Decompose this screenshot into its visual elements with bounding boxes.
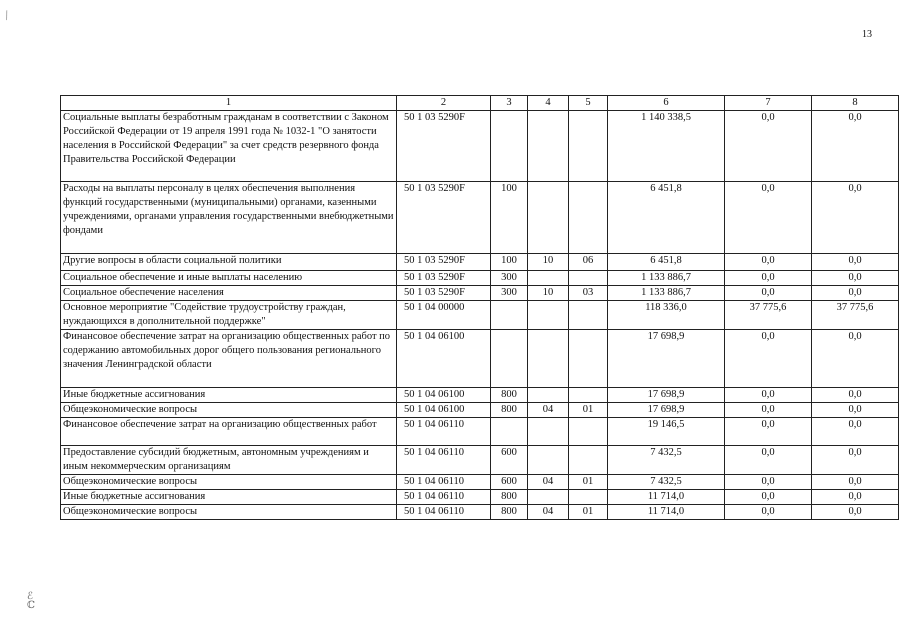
row-value-cell: 0,0 bbox=[725, 271, 812, 286]
row-name-cell: Общеэкономические вопросы bbox=[61, 403, 397, 418]
row-value-cell bbox=[528, 446, 569, 475]
row-value-cell: 50 1 03 5290F bbox=[397, 182, 491, 254]
column-header: 7 bbox=[725, 96, 812, 111]
row-value-cell: 0,0 bbox=[812, 446, 899, 475]
row-value-cell: 01 bbox=[569, 505, 608, 520]
row-value-cell: 19 146,5 bbox=[608, 418, 725, 446]
corner-pencil-mark: ⁄ bbox=[1, 8, 12, 22]
table-row bbox=[61, 301, 899, 330]
row-value-cell: 0,0 bbox=[725, 330, 812, 388]
row-value-cell: 300 bbox=[491, 286, 528, 301]
row-value-cell: 10 bbox=[528, 286, 569, 301]
row-value-cell: 10 bbox=[528, 254, 569, 271]
row-name-cell: Финансовое обеспечение затрат на организацию общественных работ по содержанию автомобильных дорог общего пользования регионального значения Ленинградской области bbox=[61, 330, 397, 388]
row-value-cell bbox=[491, 330, 528, 388]
row-value-cell bbox=[569, 111, 608, 182]
row-value-cell: 100 bbox=[491, 182, 528, 254]
row-value-cell: 06 bbox=[569, 254, 608, 271]
row-value-cell: 04 bbox=[528, 475, 569, 490]
row-value-cell: 04 bbox=[528, 505, 569, 520]
row-value-cell: 0,0 bbox=[725, 446, 812, 475]
row-value-cell: 7 432,5 bbox=[608, 475, 725, 490]
row-value-cell: 37 775,6 bbox=[725, 301, 812, 330]
row-name-cell: Предоставление субсидий бюджетным, автономным учреждениям и иным некоммерческим организациям bbox=[61, 446, 397, 475]
row-value-cell: 0,0 bbox=[725, 182, 812, 254]
row-name-cell: Основное мероприятие "Содействие трудоустройству граждан, нуждающихся в дополнительной поддержке" bbox=[61, 301, 397, 330]
row-value-cell: 50 1 04 06110 bbox=[397, 505, 491, 520]
row-value-cell: 11 714,0 bbox=[608, 490, 725, 505]
row-value-cell: 50 1 04 06110 bbox=[397, 446, 491, 475]
row-name-cell: Иные бюджетные ассигнования bbox=[61, 388, 397, 403]
row-value-cell: 04 bbox=[528, 403, 569, 418]
row-value-cell: 800 bbox=[491, 505, 528, 520]
table-row bbox=[61, 286, 899, 301]
row-value-cell: 0,0 bbox=[812, 254, 899, 271]
row-value-cell: 1 133 886,7 bbox=[608, 271, 725, 286]
row-value-cell: 600 bbox=[491, 475, 528, 490]
row-value-cell: 0,0 bbox=[725, 286, 812, 301]
row-value-cell: 03 bbox=[569, 286, 608, 301]
row-value-cell: 37 775,6 bbox=[812, 301, 899, 330]
row-value-cell: 100 bbox=[491, 254, 528, 271]
row-value-cell bbox=[528, 271, 569, 286]
column-header: 1 bbox=[61, 96, 397, 111]
row-name-cell: Общеэкономические вопросы bbox=[61, 475, 397, 490]
table-row bbox=[61, 505, 899, 520]
row-value-cell: 0,0 bbox=[725, 254, 812, 271]
row-value-cell: 11 714,0 bbox=[608, 505, 725, 520]
row-name-cell: Другие вопросы в области социальной политики bbox=[61, 254, 397, 271]
row-value-cell bbox=[491, 418, 528, 446]
row-value-cell: 300 bbox=[491, 271, 528, 286]
row-value-cell: 17 698,9 bbox=[608, 388, 725, 403]
row-name-cell: Общеэкономические вопросы bbox=[61, 505, 397, 520]
row-value-cell: 0,0 bbox=[725, 418, 812, 446]
row-value-cell: 50 1 03 5290F bbox=[397, 111, 491, 182]
row-value-cell: 0,0 bbox=[812, 505, 899, 520]
row-value-cell: 7 432,5 bbox=[608, 446, 725, 475]
row-value-cell bbox=[569, 446, 608, 475]
row-value-cell bbox=[569, 490, 608, 505]
row-name-cell: Финансовое обеспечение затрат на организацию общественных работ bbox=[61, 418, 397, 446]
row-value-cell bbox=[528, 301, 569, 330]
table-header-row bbox=[61, 96, 899, 111]
row-name-cell: Иные бюджетные ассигнования bbox=[61, 490, 397, 505]
row-value-cell: 0,0 bbox=[812, 182, 899, 254]
row-value-cell: 800 bbox=[491, 403, 528, 418]
table-row bbox=[61, 254, 899, 271]
row-value-cell bbox=[569, 330, 608, 388]
table-row bbox=[61, 418, 899, 446]
table-row bbox=[61, 330, 899, 388]
row-value-cell: 800 bbox=[491, 490, 528, 505]
row-value-cell: 6 451,8 bbox=[608, 182, 725, 254]
row-value-cell: 0,0 bbox=[812, 475, 899, 490]
row-value-cell bbox=[491, 111, 528, 182]
table-row bbox=[61, 446, 899, 475]
row-value-cell: 1 140 338,5 bbox=[608, 111, 725, 182]
row-value-cell bbox=[569, 182, 608, 254]
row-value-cell: 0,0 bbox=[725, 388, 812, 403]
row-value-cell bbox=[528, 418, 569, 446]
column-header: 4 bbox=[528, 96, 569, 111]
margin-mark: ℰ ℂ bbox=[27, 591, 35, 611]
row-value-cell bbox=[528, 490, 569, 505]
row-value-cell: 50 1 04 06100 bbox=[397, 330, 491, 388]
column-header: 5 bbox=[569, 96, 608, 111]
row-value-cell: 01 bbox=[569, 475, 608, 490]
row-value-cell: 0,0 bbox=[812, 490, 899, 505]
row-value-cell bbox=[528, 388, 569, 403]
row-value-cell: 50 1 04 00000 bbox=[397, 301, 491, 330]
table-row bbox=[61, 111, 899, 182]
row-value-cell bbox=[569, 388, 608, 403]
row-value-cell: 0,0 bbox=[812, 111, 899, 182]
row-value-cell: 01 bbox=[569, 403, 608, 418]
row-value-cell: 50 1 03 5290F bbox=[397, 271, 491, 286]
table-row bbox=[61, 475, 899, 490]
row-value-cell: 0,0 bbox=[812, 388, 899, 403]
table-row bbox=[61, 182, 899, 254]
row-value-cell: 0,0 bbox=[812, 418, 899, 446]
row-value-cell: 0,0 bbox=[725, 475, 812, 490]
row-name-cell: Расходы на выплаты персоналу в целях обеспечения выполнения функций государственными (муниципальными) органами, казенными учреждениями, органами управления государственными внебюджетными фондами bbox=[61, 182, 397, 254]
row-value-cell: 0,0 bbox=[812, 403, 899, 418]
row-value-cell: 50 1 04 06110 bbox=[397, 475, 491, 490]
row-value-cell: 50 1 03 5290F bbox=[397, 254, 491, 271]
row-value-cell: 50 1 04 06100 bbox=[397, 403, 491, 418]
row-value-cell: 6 451,8 bbox=[608, 254, 725, 271]
row-value-cell bbox=[569, 301, 608, 330]
row-value-cell bbox=[528, 330, 569, 388]
row-value-cell: 0,0 bbox=[725, 111, 812, 182]
table-row bbox=[61, 490, 899, 505]
row-value-cell: 50 1 04 06110 bbox=[397, 490, 491, 505]
row-name-cell: Социальное обеспечение населения bbox=[61, 286, 397, 301]
row-name-cell: Социальные выплаты безработным гражданам в соответствии с Законом Российской Федерации от 19 апреля 1991 года № 1032-1 "О занятости населения в Российской Федерации" за счет средств резервного фонда Правительства Российской Федерации bbox=[61, 111, 397, 182]
row-value-cell: 50 1 03 5290F bbox=[397, 286, 491, 301]
column-header: 8 bbox=[812, 96, 899, 111]
row-value-cell bbox=[491, 301, 528, 330]
column-header: 2 bbox=[397, 96, 491, 111]
row-value-cell: 0,0 bbox=[812, 271, 899, 286]
row-value-cell: 17 698,9 bbox=[608, 330, 725, 388]
row-name-cell: Социальное обеспечение и иные выплаты населению bbox=[61, 271, 397, 286]
row-value-cell bbox=[569, 418, 608, 446]
row-value-cell: 118 336,0 bbox=[608, 301, 725, 330]
table-row bbox=[61, 271, 899, 286]
row-value-cell: 50 1 04 06100 bbox=[397, 388, 491, 403]
column-header: 6 bbox=[608, 96, 725, 111]
row-value-cell bbox=[569, 271, 608, 286]
row-value-cell: 0,0 bbox=[725, 505, 812, 520]
row-value-cell: 800 bbox=[491, 388, 528, 403]
row-value-cell: 600 bbox=[491, 446, 528, 475]
row-value-cell: 17 698,9 bbox=[608, 403, 725, 418]
row-value-cell: 1 133 886,7 bbox=[608, 286, 725, 301]
budget-table bbox=[60, 95, 899, 520]
row-value-cell: 0,0 bbox=[812, 286, 899, 301]
column-header: 3 bbox=[491, 96, 528, 111]
row-value-cell bbox=[528, 182, 569, 254]
row-value-cell: 0,0 bbox=[812, 330, 899, 388]
table-body bbox=[61, 96, 899, 520]
row-value-cell: 0,0 bbox=[725, 490, 812, 505]
table-row bbox=[61, 403, 899, 418]
row-value-cell: 0,0 bbox=[725, 403, 812, 418]
page-number: 13 bbox=[862, 29, 872, 40]
row-value-cell: 50 1 04 06110 bbox=[397, 418, 491, 446]
row-value-cell bbox=[528, 111, 569, 182]
table-row bbox=[61, 388, 899, 403]
